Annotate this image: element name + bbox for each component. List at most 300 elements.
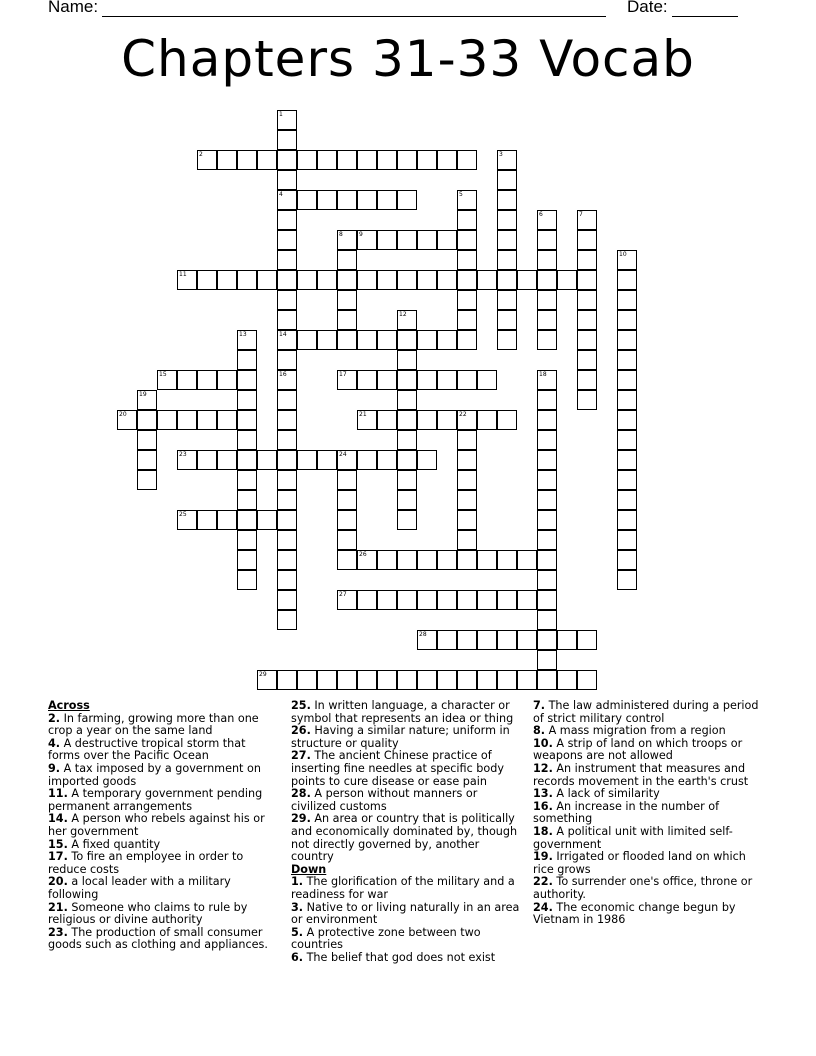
- grid-cell[interactable]: [457, 510, 477, 530]
- grid-cell[interactable]: [457, 630, 477, 650]
- grid-cell[interactable]: [437, 670, 457, 690]
- grid-cell[interactable]: [377, 270, 397, 290]
- grid-cell[interactable]: [277, 370, 297, 390]
- grid-cell[interactable]: [577, 250, 597, 270]
- grid-cell[interactable]: [437, 590, 457, 610]
- grid-cell[interactable]: [537, 290, 557, 310]
- grid-cell[interactable]: [357, 590, 377, 610]
- grid-cell[interactable]: [577, 630, 597, 650]
- grid-cell[interactable]: [177, 410, 197, 430]
- cell-number: 9: [359, 231, 363, 238]
- grid-cell[interactable]: [477, 410, 497, 430]
- grid-cell[interactable]: [277, 290, 297, 310]
- grid-cell[interactable]: [277, 270, 297, 290]
- grid-cell[interactable]: [617, 450, 637, 470]
- grid-cell[interactable]: [417, 450, 437, 470]
- grid-cell[interactable]: [217, 410, 237, 430]
- grid-cell[interactable]: [477, 550, 497, 570]
- clue-number: 29.: [291, 812, 311, 826]
- grid-cell[interactable]: [617, 490, 637, 510]
- grid-cell[interactable]: [337, 550, 357, 570]
- clue-item: 12. An instrument that measures and records movement in the earth's crust: [533, 761, 749, 788]
- grid-cell[interactable]: [237, 490, 257, 510]
- grid-cell[interactable]: [177, 370, 197, 390]
- grid-cell[interactable]: [157, 370, 177, 390]
- grid-cell[interactable]: [177, 510, 197, 530]
- grid-cell[interactable]: [157, 410, 177, 430]
- grid-cell[interactable]: [357, 670, 377, 690]
- grid-cell[interactable]: [497, 210, 517, 230]
- grid-cell[interactable]: [617, 410, 637, 430]
- grid-cell[interactable]: [537, 390, 557, 410]
- grid-cell[interactable]: [337, 150, 357, 170]
- grid-cell[interactable]: [537, 270, 557, 290]
- grid-cell[interactable]: [457, 370, 477, 390]
- grid-cell[interactable]: [237, 150, 257, 170]
- grid-cell[interactable]: [277, 590, 297, 610]
- grid-cell[interactable]: [537, 610, 557, 630]
- grid-cell[interactable]: [537, 490, 557, 510]
- grid-cell[interactable]: [137, 390, 157, 410]
- grid-cell[interactable]: [357, 410, 377, 430]
- grid-cell[interactable]: [397, 370, 417, 390]
- grid-cell[interactable]: [397, 550, 417, 570]
- grid-cell[interactable]: [397, 350, 417, 370]
- grid-cell[interactable]: [257, 270, 277, 290]
- grid-cell[interactable]: [137, 410, 157, 430]
- grid-cell[interactable]: [577, 270, 597, 290]
- name-label: Name:: [48, 0, 99, 16]
- clue-number: 14.: [48, 812, 68, 826]
- grid-cell[interactable]: [537, 330, 557, 350]
- grid-cell[interactable]: [377, 410, 397, 430]
- grid-cell[interactable]: [417, 630, 437, 650]
- grid-cell[interactable]: [537, 410, 557, 430]
- grid-cell[interactable]: [617, 530, 637, 550]
- grid-cell[interactable]: [297, 670, 317, 690]
- grid-cell[interactable]: [337, 310, 357, 330]
- grid-cell[interactable]: [397, 670, 417, 690]
- grid-cell[interactable]: [377, 330, 397, 350]
- grid-cell[interactable]: [277, 490, 297, 510]
- grid-cell[interactable]: [237, 530, 257, 550]
- grid-cell[interactable]: [497, 170, 517, 190]
- grid-cell[interactable]: [357, 370, 377, 390]
- grid-cell[interactable]: [437, 150, 457, 170]
- grid-cell[interactable]: [417, 230, 437, 250]
- grid-cell[interactable]: [277, 230, 297, 250]
- grid-cell[interactable]: [497, 290, 517, 310]
- grid-cell[interactable]: [237, 470, 257, 490]
- grid-cell[interactable]: [337, 510, 357, 530]
- clue-item: 7. The law administered during a period of strict military control: [533, 699, 759, 725]
- grid-cell[interactable]: [357, 330, 377, 350]
- grid-cell[interactable]: [537, 550, 557, 570]
- clue-number: 24.: [533, 900, 553, 914]
- clue-number: 4.: [48, 736, 61, 750]
- grid-cell[interactable]: [357, 190, 377, 210]
- clue-number: 2.: [48, 711, 61, 725]
- grid-cell[interactable]: [417, 150, 437, 170]
- grid-cell[interactable]: [497, 330, 517, 350]
- grid-cell[interactable]: [397, 390, 417, 410]
- grid-cell[interactable]: [237, 450, 257, 470]
- grid-cell[interactable]: [337, 330, 357, 350]
- grid-cell[interactable]: [397, 150, 417, 170]
- grid-cell[interactable]: [497, 550, 517, 570]
- grid-cell[interactable]: [617, 470, 637, 490]
- clue-item: 13. A lack of similarity: [533, 787, 660, 801]
- grid-cell[interactable]: [357, 550, 377, 570]
- grid-cell[interactable]: [497, 230, 517, 250]
- grid-cell[interactable]: [217, 450, 237, 470]
- grid-cell[interactable]: [277, 670, 297, 690]
- grid-cell[interactable]: [397, 490, 417, 510]
- grid-cell[interactable]: [217, 270, 237, 290]
- grid-cell[interactable]: [577, 310, 597, 330]
- grid-cell[interactable]: [177, 450, 197, 470]
- clue-item: 26. Having a similar nature; uniform in structure or quality: [291, 724, 510, 750]
- grid-cell[interactable]: [537, 590, 557, 610]
- grid-cell[interactable]: [517, 670, 537, 690]
- grid-cell[interactable]: [477, 270, 497, 290]
- grid-cell[interactable]: [617, 510, 637, 530]
- grid-cell[interactable]: [377, 450, 397, 470]
- clue-item: 15. A fixed quantity: [48, 837, 161, 851]
- grid-cell[interactable]: [417, 550, 437, 570]
- grid-cell[interactable]: [497, 410, 517, 430]
- grid-cell[interactable]: [537, 670, 557, 690]
- grid-cell[interactable]: [537, 250, 557, 270]
- grid-cell[interactable]: [577, 210, 597, 230]
- grid-cell[interactable]: [537, 370, 557, 390]
- grid-cell[interactable]: [357, 270, 377, 290]
- grid-cell[interactable]: [137, 470, 157, 490]
- grid-cell[interactable]: [277, 390, 297, 410]
- grid-cell[interactable]: [277, 150, 297, 170]
- grid-cell[interactable]: [577, 670, 597, 690]
- grid-cell[interactable]: [497, 630, 517, 650]
- grid-cell[interactable]: [477, 670, 497, 690]
- cell-number: 11: [179, 271, 187, 278]
- grid-cell[interactable]: [497, 250, 517, 270]
- grid-cell[interactable]: [217, 150, 237, 170]
- grid-cell[interactable]: [237, 330, 257, 350]
- clue-heading: Down: [291, 862, 327, 876]
- grid-cell[interactable]: [297, 330, 317, 350]
- grid-cell[interactable]: [537, 650, 557, 670]
- clue-number: 18.: [533, 824, 553, 838]
- grid-cell[interactable]: [397, 470, 417, 490]
- grid-cell[interactable]: [257, 150, 277, 170]
- grid-cell[interactable]: [397, 270, 417, 290]
- grid-cell[interactable]: [237, 270, 257, 290]
- clue-item: 2. In farming, growing more than one crop a year on the same land: [48, 711, 259, 738]
- grid-cell[interactable]: [617, 430, 637, 450]
- grid-cell[interactable]: [277, 430, 297, 450]
- grid-cell[interactable]: [277, 110, 297, 130]
- grid-cell[interactable]: [277, 450, 297, 470]
- grid-cell[interactable]: [217, 510, 237, 530]
- grid-cell[interactable]: [317, 670, 337, 690]
- grid-cell[interactable]: [617, 550, 637, 570]
- grid-cell[interactable]: [437, 410, 457, 430]
- grid-cell[interactable]: [317, 450, 337, 470]
- grid-cell[interactable]: [537, 530, 557, 550]
- grid-cell[interactable]: [357, 150, 377, 170]
- grid-cell[interactable]: [457, 270, 477, 290]
- grid-cell[interactable]: [457, 470, 477, 490]
- grid-cell[interactable]: [537, 630, 557, 650]
- grid-cell[interactable]: [377, 190, 397, 210]
- grid-cell[interactable]: [497, 270, 517, 290]
- grid-cell[interactable]: [537, 210, 557, 230]
- grid-cell[interactable]: [277, 330, 297, 350]
- grid-cell[interactable]: [397, 590, 417, 610]
- grid-cell[interactable]: [457, 530, 477, 550]
- clue-number: 7.: [533, 699, 546, 712]
- grid-cell[interactable]: [277, 190, 297, 210]
- grid-cell[interactable]: [497, 310, 517, 330]
- grid-cell[interactable]: [617, 330, 637, 350]
- grid-cell[interactable]: [457, 250, 477, 270]
- grid-cell[interactable]: [417, 330, 437, 350]
- grid-cell[interactable]: [417, 270, 437, 290]
- grid-cell[interactable]: [417, 670, 437, 690]
- grid-cell[interactable]: [457, 310, 477, 330]
- grid-cell[interactable]: [297, 150, 317, 170]
- grid-cell[interactable]: [577, 230, 597, 250]
- grid-cell[interactable]: [197, 370, 217, 390]
- grid-cell[interactable]: [457, 190, 477, 210]
- grid-cell[interactable]: [617, 570, 637, 590]
- grid-cell[interactable]: [337, 250, 357, 270]
- grid-cell[interactable]: [277, 570, 297, 590]
- grid-cell[interactable]: [197, 410, 217, 430]
- grid-cell[interactable]: [437, 550, 457, 570]
- clue-number: 15.: [48, 837, 68, 851]
- grid-cell[interactable]: [477, 370, 497, 390]
- grid-cell[interactable]: [197, 270, 217, 290]
- grid-cell[interactable]: [457, 670, 477, 690]
- clue-number: 25.: [291, 699, 311, 712]
- clue-item: 24. The economic change begun by Vietnam in 1986: [533, 900, 736, 927]
- grid-cell[interactable]: [397, 190, 417, 210]
- grid-cell[interactable]: [277, 550, 297, 570]
- grid-cell[interactable]: [357, 230, 377, 250]
- grid-cell[interactable]: [617, 370, 637, 390]
- grid-cell[interactable]: [217, 370, 237, 390]
- grid-cell[interactable]: [377, 590, 397, 610]
- grid-cell[interactable]: [337, 670, 357, 690]
- grid-cell[interactable]: [277, 510, 297, 530]
- grid-cell[interactable]: [577, 290, 597, 310]
- grid-cell[interactable]: [277, 610, 297, 630]
- grid-cell[interactable]: [397, 410, 417, 430]
- grid-cell[interactable]: [477, 630, 497, 650]
- grid-cell[interactable]: [517, 630, 537, 650]
- grid-cell[interactable]: [237, 410, 257, 430]
- grid-cell[interactable]: [297, 450, 317, 470]
- grid-cell[interactable]: [377, 230, 397, 250]
- grid-cell[interactable]: [317, 330, 337, 350]
- clue-number: 5.: [291, 925, 304, 939]
- grid-cell[interactable]: [537, 450, 557, 470]
- grid-cell[interactable]: [377, 370, 397, 390]
- grid-cell[interactable]: [317, 190, 337, 210]
- grid-cell[interactable]: [137, 430, 157, 450]
- grid-cell[interactable]: [417, 410, 437, 430]
- grid-cell[interactable]: [317, 150, 337, 170]
- grid-cell[interactable]: [457, 210, 477, 230]
- grid-cell[interactable]: [337, 270, 357, 290]
- grid-cell[interactable]: [437, 330, 457, 350]
- grid-cell[interactable]: [497, 150, 517, 170]
- grid-cell[interactable]: [337, 450, 357, 470]
- grid-cell[interactable]: [277, 170, 297, 190]
- clue-item: 8. A mass migration from a region: [533, 724, 726, 738]
- grid-cell[interactable]: [577, 350, 597, 370]
- grid-cell[interactable]: [277, 130, 297, 150]
- grid-cell[interactable]: [237, 370, 257, 390]
- grid-cell[interactable]: [457, 230, 477, 250]
- grid-cell[interactable]: [257, 670, 277, 690]
- grid-cell[interactable]: [417, 370, 437, 390]
- grid-cell[interactable]: [317, 270, 337, 290]
- grid-cell[interactable]: [237, 430, 257, 450]
- grid-cell[interactable]: [457, 550, 477, 570]
- grid-cell[interactable]: [397, 230, 417, 250]
- grid-cell[interactable]: [337, 530, 357, 550]
- grid-cell[interactable]: [377, 670, 397, 690]
- grid-cell[interactable]: [397, 310, 417, 330]
- grid-cell[interactable]: [617, 290, 637, 310]
- grid-cell[interactable]: [517, 270, 537, 290]
- cell-number: 28: [419, 631, 427, 638]
- grid-cell[interactable]: [277, 410, 297, 430]
- grid-cell[interactable]: [617, 270, 637, 290]
- cell-number: 20: [119, 411, 127, 418]
- grid-cell[interactable]: [557, 270, 577, 290]
- clue-item: 6. The belief that god does not exist: [291, 950, 496, 964]
- grid-cell[interactable]: [297, 190, 317, 210]
- cell-number: 14: [279, 331, 287, 338]
- cell-number: 24: [339, 451, 347, 458]
- grid-cell[interactable]: [197, 510, 217, 530]
- grid-cell[interactable]: [537, 230, 557, 250]
- grid-cell[interactable]: [277, 470, 297, 490]
- grid-cell[interactable]: [337, 470, 357, 490]
- grid-cell[interactable]: [197, 450, 217, 470]
- grid-cell[interactable]: [337, 490, 357, 510]
- grid-cell[interactable]: [457, 330, 477, 350]
- grid-cell[interactable]: [457, 150, 477, 170]
- grid-cell[interactable]: [397, 430, 417, 450]
- cell-number: 22: [459, 411, 467, 418]
- grid-cell[interactable]: [457, 290, 477, 310]
- grid-cell[interactable]: [617, 390, 637, 410]
- grid-cell[interactable]: [277, 350, 297, 370]
- grid-cell[interactable]: [477, 590, 497, 610]
- grid-cell[interactable]: [337, 190, 357, 210]
- grid-cell[interactable]: [397, 330, 417, 350]
- grid-cell[interactable]: [617, 250, 637, 270]
- grid-cell[interactable]: [537, 310, 557, 330]
- grid-cell[interactable]: [397, 450, 417, 470]
- grid-cell[interactable]: [537, 510, 557, 530]
- grid-cell[interactable]: [337, 290, 357, 310]
- grid-cell[interactable]: [537, 470, 557, 490]
- grid-cell[interactable]: [537, 570, 557, 590]
- grid-cell[interactable]: [497, 190, 517, 210]
- grid-cell[interactable]: [557, 630, 577, 650]
- grid-cell[interactable]: [457, 590, 477, 610]
- cell-number: 16: [279, 371, 287, 378]
- grid-cell[interactable]: [517, 550, 537, 570]
- grid-cell[interactable]: [577, 370, 597, 390]
- grid-cell[interactable]: [437, 630, 457, 650]
- grid-cell[interactable]: [277, 530, 297, 550]
- grid-cell[interactable]: [277, 210, 297, 230]
- grid-cell[interactable]: [497, 670, 517, 690]
- grid-cell[interactable]: [297, 270, 317, 290]
- grid-cell[interactable]: [357, 450, 377, 470]
- clue-item: 11. A temporary government pending permanent arrangements: [48, 787, 263, 813]
- grid-cell[interactable]: [457, 490, 477, 510]
- grid-cell[interactable]: [457, 410, 477, 430]
- grid-cell[interactable]: [617, 350, 637, 370]
- grid-cell[interactable]: [417, 590, 437, 610]
- grid-cell[interactable]: [557, 670, 577, 690]
- grid-cell[interactable]: [517, 590, 537, 610]
- grid-cell[interactable]: [617, 310, 637, 330]
- grid-cell[interactable]: [377, 550, 397, 570]
- grid-cell[interactable]: [437, 230, 457, 250]
- grid-cell[interactable]: [277, 310, 297, 330]
- grid-cell[interactable]: [197, 150, 217, 170]
- clue-number: 3.: [291, 900, 304, 914]
- grid-cell[interactable]: [337, 590, 357, 610]
- grid-cell[interactable]: [237, 550, 257, 570]
- grid-cell[interactable]: [457, 450, 477, 470]
- grid-cell[interactable]: [177, 270, 197, 290]
- grid-cell[interactable]: [577, 330, 597, 350]
- grid-cell[interactable]: [277, 250, 297, 270]
- grid-cell[interactable]: [497, 590, 517, 610]
- grid-cell[interactable]: [237, 510, 257, 530]
- clue-number: 23.: [48, 925, 68, 939]
- grid-cell[interactable]: [257, 510, 277, 530]
- grid-cell[interactable]: [457, 430, 477, 450]
- grid-cell[interactable]: [137, 450, 157, 470]
- grid-cell[interactable]: [237, 570, 257, 590]
- cell-number: 4: [279, 191, 283, 198]
- grid-cell[interactable]: [237, 390, 257, 410]
- grid-cell[interactable]: [577, 390, 597, 410]
- grid-cell[interactable]: [337, 230, 357, 250]
- grid-cell[interactable]: [537, 430, 557, 450]
- grid-cell[interactable]: [397, 510, 417, 530]
- grid-cell[interactable]: [257, 450, 277, 470]
- grid-cell[interactable]: [117, 410, 137, 430]
- grid-cell[interactable]: [437, 370, 457, 390]
- grid-cell[interactable]: [377, 150, 397, 170]
- grid-cell[interactable]: [337, 370, 357, 390]
- clues-column-2: [291, 700, 523, 964]
- grid-cell[interactable]: [437, 270, 457, 290]
- grid-cell[interactable]: [237, 350, 257, 370]
- clues-column-3: [533, 700, 765, 927]
